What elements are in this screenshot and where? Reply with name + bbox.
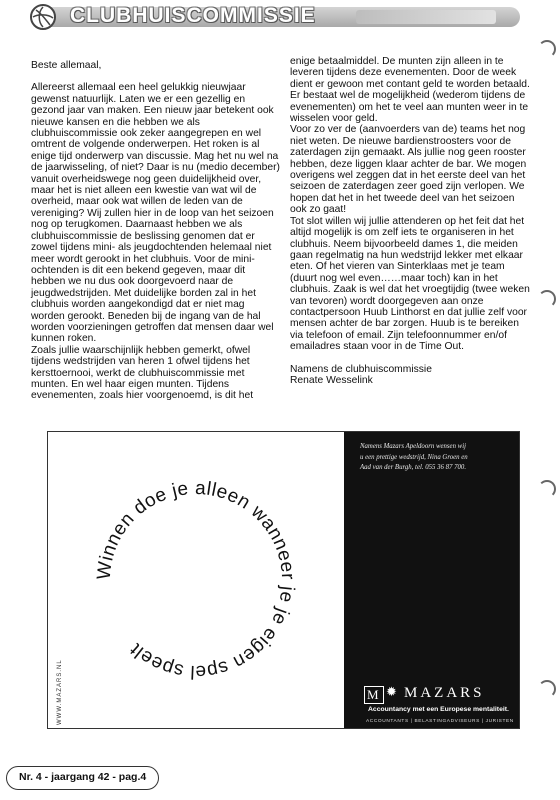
paragraph: Voor zo ver de (aanvoerders van de) teams het nog niet weten. De nieuwe bardienstroosters voor de zaterdagen zijn gemaakt. Als jullie nog geen rooster hebben, deze liggen klaar achter de bar. We mogen overigens wel zeggen dat in het eerste deel van het seizoen de zaterdagen zeer goed zijn verlopen. We hopen dat het in het tweede deel van het seizoen ook zo gaat! [290, 124, 527, 216]
article-left-column [31, 60, 281, 402]
header-banner [30, 4, 520, 30]
punch-hole-icon [538, 480, 556, 498]
ad-black-panel [344, 432, 519, 728]
volleyball-icon [30, 4, 56, 30]
paragraph: Tot slot willen wij jullie attenderen op het feit dat het altijd mogelijk is om zelf iets te organiseren in het clubhuis. Neem bijvoorbeeld dames 1, die meiden gaan regelmatig na hun wedstrijd lekker met elkaar eten. Of het vieren van Sinterklaas met je team (duurt nog wel even……maar toch) kan in het clubhuis. Zaak is wel dat het vroegtijdig (twee weken van tevoren) wordt doorgegeven aan onze contactpersoon Huub Linthorst en dat jullie zelf voor mensen achter de bar zorgen. Huub is te bereiken via telefoon of email. Zijn telefoonnummer en/of emailadres staan voor in de Time Out. [290, 215, 530, 353]
salutation: Beste allemaal, [31, 60, 102, 71]
banner-fade [356, 10, 496, 24]
punch-hole-icon [538, 40, 556, 58]
sun-logo-icon: ✹ [386, 684, 397, 699]
page-footer: Nr. 4 - jaargang 42 - pag.4 [6, 766, 159, 790]
brand-subline: ACCOUNTANTS | BELASTINGADVISEURS | JURISTEN [366, 719, 514, 724]
page-title: CLUBHUISCOMMISSIE [70, 4, 316, 27]
circle-slogan-text: Winnen doe je alleen wanneer je je eigen spel speelt [93, 477, 299, 683]
ad-message-line: Namens Mazars Apeldoorn wensen wij [360, 443, 466, 450]
ad-message [360, 442, 510, 474]
svg-text:Winnen doe je alleen wanneer j [94, 478, 298, 682]
punch-hole-icon [538, 290, 556, 308]
brand-tagline: Accountancy met een Europese mentaliteit. [368, 706, 509, 713]
ad-message-line: Aad van der Burgh, tel. 055 36 87 700. [360, 464, 467, 471]
ad-circle-panel [48, 432, 344, 728]
paragraph: Allereerst allemaal een heel gelukkig nieuwjaar gewenst natuurlijk. Laten we er een gezellig en gezond jaar van maken. Een nieuw jaar betekent ook nieuwe kansen en die hebben we als clubhuiscommissie ook zeker aangegrepen en wel omtrent de volgende onderwerpen. Het roken is al enige tijd onderwerp van discussie. Mag het nu wel na de jaarwisseling, of niet? Daar is nu (medio december) vanuit overheidswege nog geen duidelijkheid over, maar het is niet alleen een kwestie van wat wil de overheid, maar ook wat willen de leden van de vereniging? Wij zullen hier in de loop van het seizoen nog op terugkomen. Daarnaast hebben we als clubhuiscommissie de beslissing genomen dat er zowel tijdens mini- als jeugdochtenden helemaal niet meer wordt gerookt in het clubhuis. Voor de mini-ochtenden is dit een bekend gegeven, maar dit hebben we nu dus ook doorgevoerd naar de jeugdwedstrijden. Met duidelijke borden zal in het clubhuis worden aangekondigd dat er niet mag worden gerookt. Beneden bij de ingang van de hal worden voorzieningen getroffen dat mensen daar wel kunnen roken. [31, 82, 280, 345]
article-right-column [290, 56, 530, 386]
paragraph: Zoals jullie waarschijnlijk hebben gemerkt, ofwel tijdens wedstrijden van heren 1 ofwel tijdens het kersttoernooi, werkt de clubhuiscommissie met munten. En wel haar eigen munten. Tijdens evenementen, zoals hier voorgenoemd, is dit het [31, 344, 254, 402]
signature-name: Renate Wesselink [290, 374, 373, 386]
paragraph: enige betaalmiddel. De munten zijn alleen in te leveren tijdens deze evenementen. Door de week dient er gewoon met contant geld te worden betaald. Er bestaat wel de mogelijkheid (wederom tijdens de evenementen) om het te veel aan munten weer in te wisselen voor geld. [290, 56, 530, 125]
ad-message-line: u een prettige wedstrijd, Nina Groen en [360, 453, 468, 461]
brand-name: MAZARS [404, 685, 485, 701]
mazars-logo-mark [364, 686, 384, 704]
website-url: WWW.MAZARS.NL [57, 659, 63, 725]
mazars-advertisement [47, 431, 520, 729]
circular-slogan [48, 432, 344, 728]
signoff: Namens de clubhuiscommissie [290, 363, 432, 375]
punch-hole-icon [538, 680, 556, 698]
logo-letter: M [367, 687, 379, 702]
